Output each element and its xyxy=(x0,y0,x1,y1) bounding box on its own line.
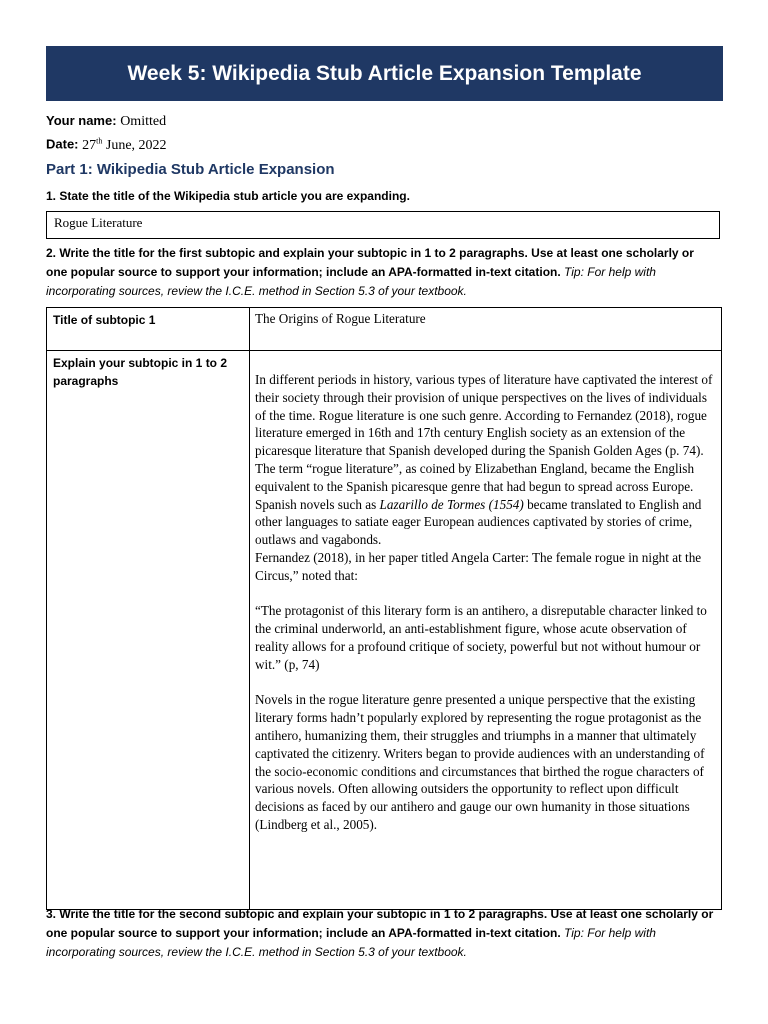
date-value xyxy=(82,138,166,153)
paragraph-1-end: became translated to English and other languages to satiate eager European audiences captivated by stories of crime, outlaws and vagabonds. xyxy=(255,496,702,548)
subtopic-1-table xyxy=(46,307,722,910)
date-suffix: th xyxy=(96,136,103,145)
paragraph-2: Fernandez (2018), in her paper titled Angela Carter: The female rogue in night at the Circus,” noted that: xyxy=(255,549,702,583)
question-2-text: 2. Write the title for the first subtopic and explain your subtopic in 1 to 2 paragraphs. Use at least one scholarly or one popular source to support your information; include an APA-formatted in-text citation. xyxy=(46,246,694,279)
question-1 xyxy=(46,187,716,206)
question-3 xyxy=(46,905,716,962)
date-rest: June, 2022 xyxy=(105,137,167,153)
article-title-answer[interactable]: Rogue Literature xyxy=(46,211,720,239)
name-line xyxy=(46,113,166,130)
subtopic-title-label: Title of subtopic 1 xyxy=(47,308,250,351)
question-3-text: 3. Write the title for the second subtopic and explain your subtopic in 1 to 2 paragraphs. Use at least one scholarly or one popular source to support your information; include an APA-formatted in-text citation. xyxy=(46,907,714,940)
page-title: Week 5: Wikipedia Stub Article Expansion Template xyxy=(127,61,642,85)
subtopic-title-value[interactable]: The Origins of Rogue Literature xyxy=(250,308,722,351)
name-label: Your name: xyxy=(46,113,117,128)
paragraph-3: Novels in the rogue literature genre presented a unique perspective that the existing literary forms hadn’t popularly explored by representing the rogue protagonist as the antihero, humanizing them, their struggles and triumphs in a manner that ultimately captivated the citizenry. Writers began to provide audiences with an understanding of the socio-economic conditions and circumstances that birthed the rogue characters of various novels. Often allowing outsiders the opportunity to reflect upon difficult decisions as faced by our antihero and gauge our own humanity in those situations (Lindberg et al., 2005). xyxy=(255,692,705,832)
part1-heading: Part 1: Wikipedia Stub Article Expansion xyxy=(46,161,335,178)
question-2 xyxy=(46,244,716,301)
question-2-tip: Tip: For help with incorporating sources, review the I.C.E. method in Section 5.3 of your textbook. xyxy=(46,265,656,298)
novel-title: Lazarillo de Tormes (1554) xyxy=(379,496,524,512)
page-title-banner xyxy=(46,46,723,101)
paragraph-1 xyxy=(255,371,715,549)
date-day: 27 xyxy=(82,137,97,153)
subtopic-explain-body[interactable] xyxy=(250,351,722,910)
date-label: Date: xyxy=(46,136,79,152)
paragraph-1-start: In different periods in history, various types of literature have captivated the interest of their society through their provision of unique perspectives on the lives of individuals of the time. Rogue literature is one such genre. According to Fernandez (2018), rogue literature emerged in 16th and 17th century English society as an extension of the picaresque literature that Spanish developed during the Spanish Golden Ages (p. 74). The term “rogue literature”, as coined by Elizabethan England, became the English equivalent to the Spanish picaresque genre that had begun to spread across Europe. Spanish novels such as xyxy=(255,372,713,512)
question-3-tip: Tip: For help with incorporating sources, review the I.C.E. method in Section 5.3 of your textbook. xyxy=(46,926,656,959)
name-value: Omitted xyxy=(120,114,167,129)
question-1-text: 1. State the title of the Wikipedia stub article you are expanding. xyxy=(46,189,410,203)
block-quote: “The protagonist of this literary form is an antihero, a disreputable character linked to the criminal underworld, an anti-establishment figure, whose acute observation of reality allows for a profound critique of society, powerful but not without humour or wit.” (p, 74) xyxy=(255,603,707,672)
subtopic-explain-label: Explain your subtopic in 1 to 2 paragraphs xyxy=(47,351,250,910)
date-line xyxy=(46,133,167,154)
